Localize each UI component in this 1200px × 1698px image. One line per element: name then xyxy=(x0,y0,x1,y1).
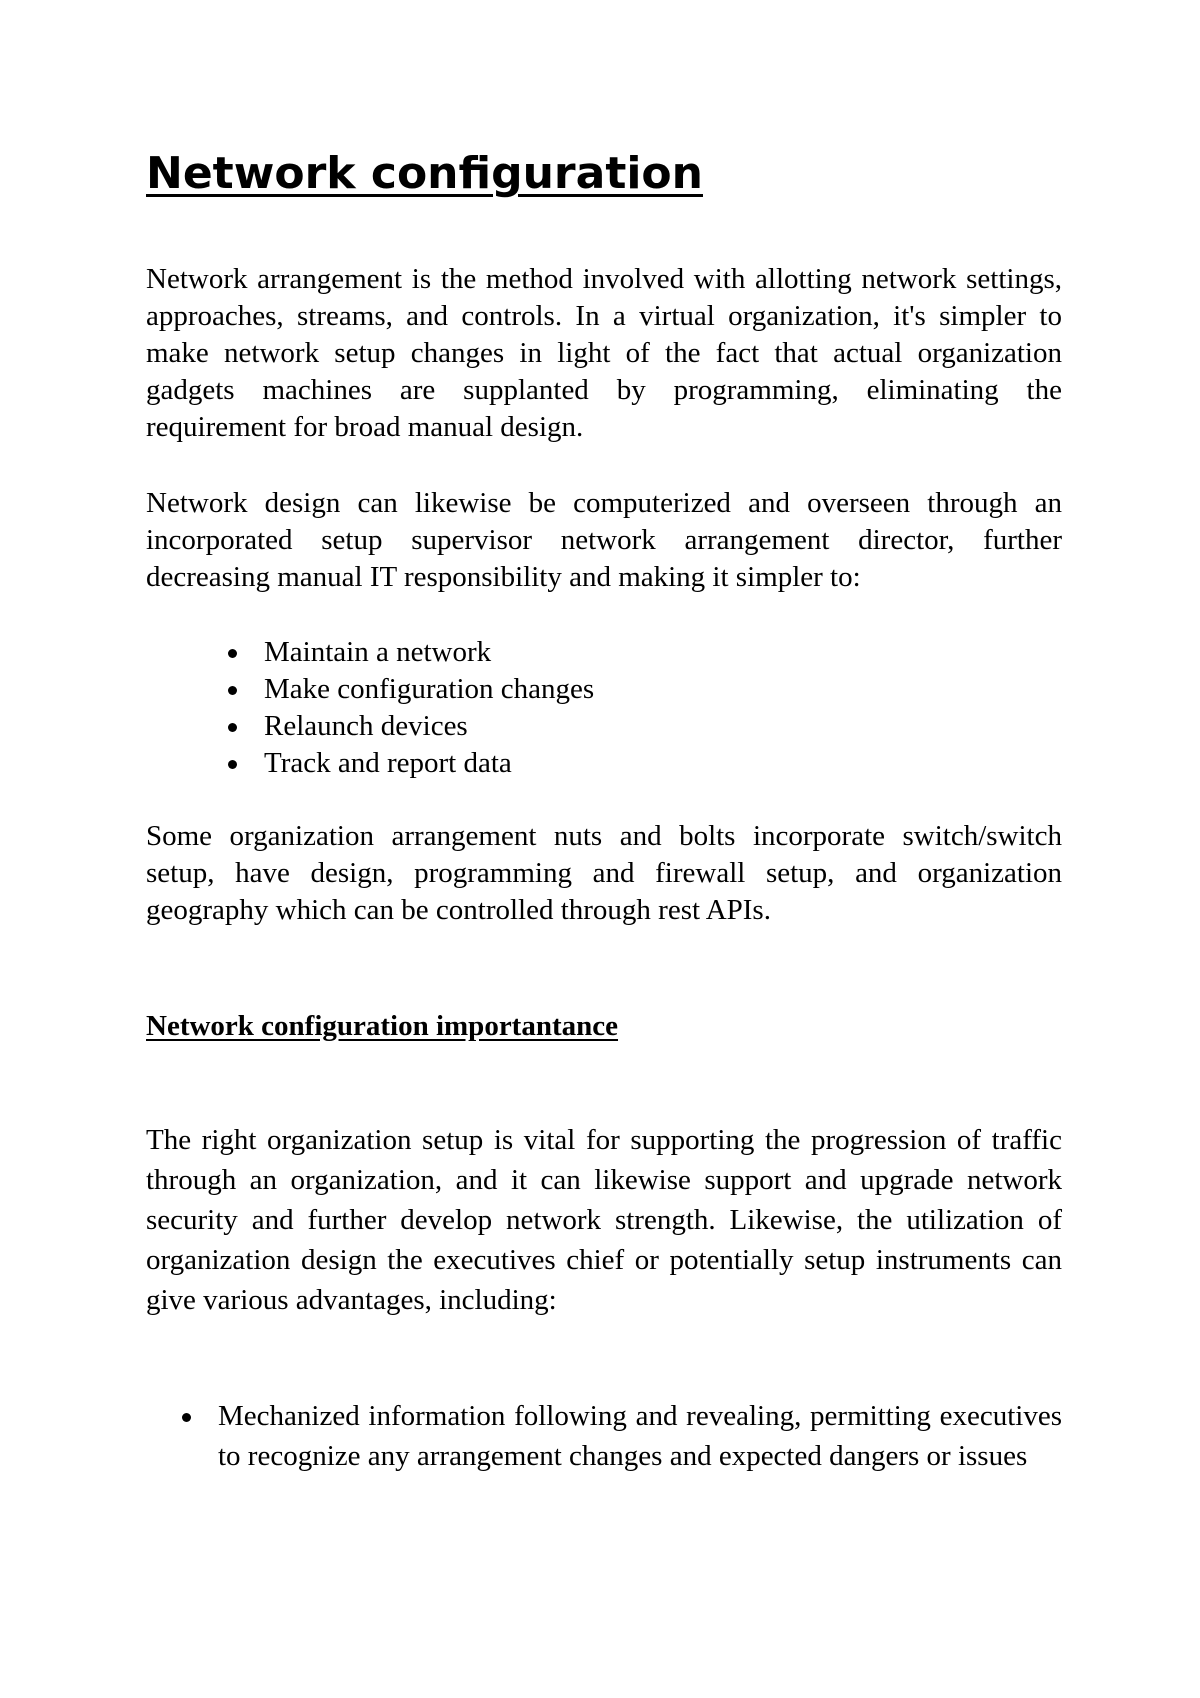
section-heading: Network configuration importantance xyxy=(146,1010,619,1042)
bullet-list-tasks xyxy=(226,634,1062,782)
bullet-icon xyxy=(228,686,237,695)
list-item xyxy=(226,745,1062,782)
paragraph-basics: Some organization arrangement nuts and bolts incorporate switch/switch setup, have design, programming and firewall setup, and organization geography which can be controlled through rest APIs. xyxy=(146,820,1062,926)
bullet-list-advantages xyxy=(170,1396,1062,1476)
list-item-text: Track and report data xyxy=(264,747,512,779)
list-item xyxy=(226,634,1062,671)
list-item-text: Make configuration changes xyxy=(264,673,595,705)
list-item xyxy=(226,671,1062,708)
list-item-text: Maintain a network xyxy=(264,636,492,668)
paragraph-design: Network design can likewise be computerized and overseen through an incorporated setup supervisor network arrangement director, further decreasing manual IT responsibility and making it simpler to: xyxy=(146,487,1062,593)
bullet-icon xyxy=(228,760,237,769)
list-item-text: Relaunch devices xyxy=(264,710,468,742)
bullet-icon xyxy=(228,649,237,658)
list-item-text: Mechanized information following and revealing, permitting executives to recognize any arrangement changes and expected dangers or issues xyxy=(218,1400,1062,1472)
paragraph-intro: Network arrangement is the method involved with allotting network settings, approaches, streams, and controls. In a virtual organization, it's simpler to make network setup changes in light of the fact that actual organization gadgets machines are supplanted by programming, eliminating the requirement for broad manual design. xyxy=(146,263,1062,443)
page-title: Network configuration xyxy=(146,148,703,199)
paragraph-importance: The right organization setup is vital for supporting the progression of traffic through an organization, and it can likewise support and upgrade network security and further develop network strength. Likewise, the utilization of organization design the executives chief or potentially setup instruments can give various advantages, including: xyxy=(146,1124,1062,1316)
list-item xyxy=(226,708,1062,745)
bullet-icon xyxy=(182,1413,191,1422)
list-item xyxy=(170,1396,1062,1476)
bullet-icon xyxy=(228,723,237,732)
